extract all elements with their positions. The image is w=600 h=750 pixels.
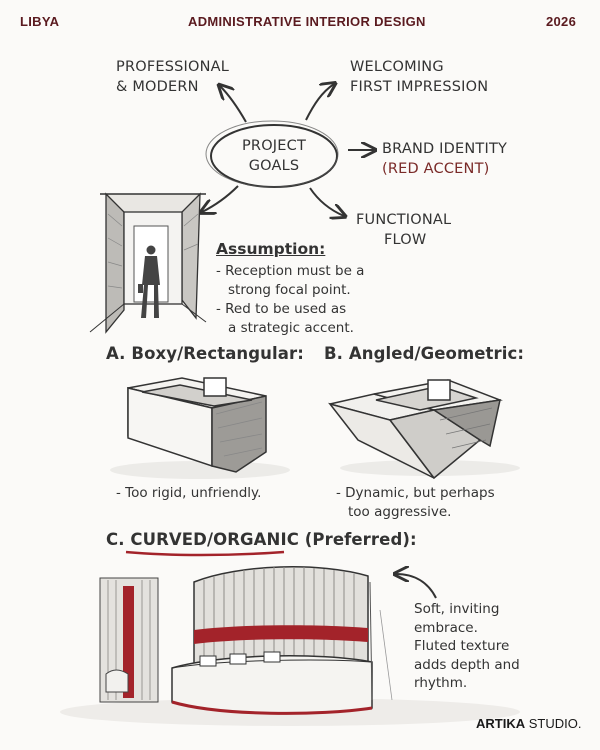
option-a-note: - Too rigid, unfriendly.: [116, 485, 262, 501]
project-goals-label: [236, 136, 312, 176]
assumption-block: [216, 240, 364, 338]
assumption-title: Assumption:: [216, 240, 326, 258]
option-c-prefix: C.: [106, 530, 131, 549]
option-c-suffix: (Preferred):: [298, 530, 417, 549]
goal-welcoming: [350, 57, 488, 97]
goal-brand-line-1: BRAND IDENTITY: [382, 141, 508, 157]
project-goals-line-1: PROJECT: [241, 138, 307, 154]
goal-functional-line-1: FUNCTIONAL: [356, 212, 452, 228]
option-b-note-line-2: too aggressive.: [348, 504, 452, 520]
assumption-bullet-1-line-1: - Reception must be a: [216, 263, 365, 279]
goal-professional-line-2: & MODERN: [116, 79, 199, 95]
option-b-title: B. Angled/Geometric:: [324, 344, 525, 363]
footer-brand-rest: STUDIO.: [525, 716, 582, 731]
arrow-assumption: [202, 186, 238, 212]
option-c-note-line-1: Soft, inviting: [414, 601, 500, 617]
goal-welcoming-line-1: WELCOMING: [350, 59, 444, 75]
assumption-bullet-2-line-2: a strategic accent.: [228, 320, 354, 336]
header-location: LIBYA: [20, 14, 60, 29]
curved-note-arrow: [396, 574, 436, 598]
curved-organic-underline: [126, 552, 284, 555]
goal-professional-modern: [116, 57, 229, 97]
option-c-note-line-5: rhythm.: [414, 675, 468, 691]
goal-brand-red-accent: (RED ACCENT): [382, 161, 490, 177]
goal-functional-flow: [356, 210, 451, 250]
option-c-title: [106, 530, 417, 549]
assumption-bullet-1-line-2: strong focal point.: [228, 282, 351, 298]
header-title: ADMINISTRATIVE INTERIOR DESIGN: [188, 14, 426, 29]
assumption-bullet-2-line-1: - Red to be used as: [216, 301, 347, 317]
arrow-welcoming: [306, 84, 334, 120]
option-c-curved-organic: CURVED/ORGANIC: [130, 530, 299, 549]
angled-desk-sketch: [330, 380, 520, 478]
footer-brand: [476, 716, 581, 731]
option-b-note-line-1: - Dynamic, but perhaps: [336, 485, 495, 501]
goal-professional-line-1: PROFESSIONAL: [116, 59, 230, 75]
option-a-title: A. Boxy/Rectangular:: [106, 344, 304, 363]
option-c-note-line-2: embrace.: [414, 619, 478, 636]
corridor-sketch: [90, 194, 206, 332]
option-c-note-line-4: adds depth and: [414, 656, 520, 673]
boxy-desk-sketch: [110, 378, 290, 479]
goal-brand-identity: [382, 139, 507, 179]
goal-welcoming-line-2: FIRST IMPRESSION: [350, 79, 489, 95]
goal-functional-line-2: FLOW: [384, 232, 427, 248]
arrow-functional: [310, 188, 344, 216]
option-b-note: [336, 484, 495, 522]
option-c-note: [414, 600, 520, 693]
footer-brand-bold: ARTIKA: [476, 716, 526, 731]
header-year: 2026: [546, 14, 577, 29]
project-goals-line-2: GOALS: [248, 158, 300, 174]
option-c-note-line-3: Fluted texture: [414, 638, 510, 654]
